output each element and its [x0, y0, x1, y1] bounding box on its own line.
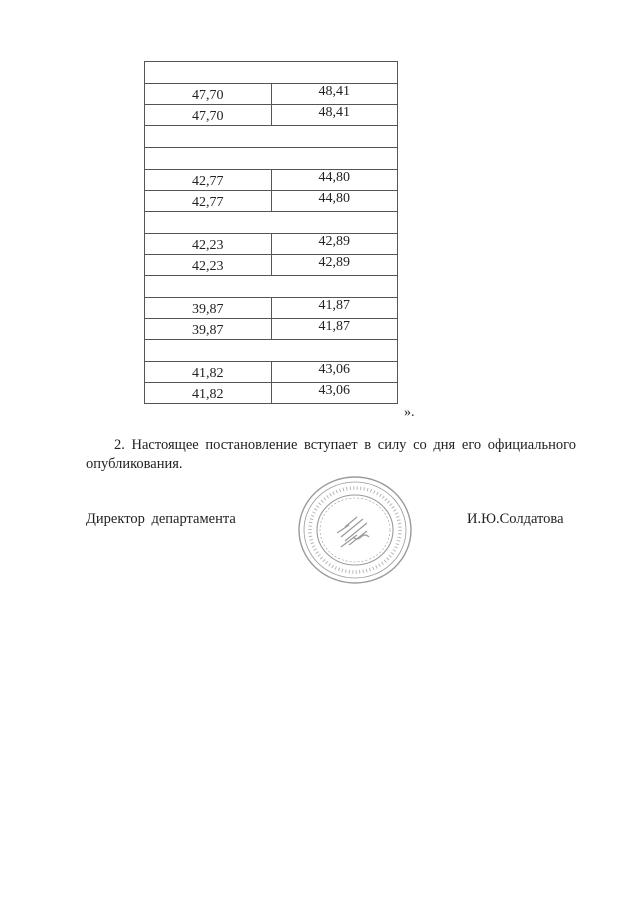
table-row [145, 234, 398, 255]
paragraph-line-2: опубликования. [86, 456, 183, 472]
table-cell-left [145, 105, 272, 126]
table-row [145, 362, 398, 383]
effective-date-paragraph [86, 436, 576, 474]
table-cell-left [145, 383, 272, 404]
table-cell-right [271, 383, 398, 404]
tariff-value: 39,87 [192, 302, 224, 317]
tariff-value: 48,41 [318, 105, 350, 120]
table-cell-left [145, 84, 272, 105]
closing-quote: ». [404, 405, 415, 420]
table-cell-left [145, 191, 272, 212]
table-section-row [145, 340, 398, 362]
table-section-row [145, 276, 398, 298]
tariff-value: 48,41 [318, 84, 350, 99]
tariff-value: 39,87 [192, 323, 224, 338]
tariff-value: 42,23 [192, 238, 224, 253]
table-section-row [145, 148, 398, 170]
tariff-value: 43,06 [318, 383, 350, 398]
tariff-value: 44,80 [318, 191, 350, 206]
table-cell-right [271, 170, 398, 191]
signatory-title: Директор департамента [86, 511, 236, 527]
tariff-value: 43,06 [318, 362, 350, 377]
table-row [145, 84, 398, 105]
table-section-cell [145, 212, 398, 234]
table-cell-right [271, 84, 398, 105]
table-cell-left [145, 362, 272, 383]
table-section-cell [145, 340, 398, 362]
table-cell-right [271, 362, 398, 383]
table-section-cell [145, 148, 398, 170]
round-stamp-icon [297, 475, 413, 585]
table-row [145, 383, 398, 404]
tariff-value: 42,23 [192, 259, 224, 274]
table-section-row [145, 62, 398, 84]
table-cell-right [271, 191, 398, 212]
tariff-value: 47,70 [192, 109, 224, 124]
table-cell-right [271, 319, 398, 340]
table-section-row [145, 126, 398, 148]
table-row [145, 105, 398, 126]
tariff-value: 44,80 [318, 170, 350, 185]
table-cell-left [145, 170, 272, 191]
paragraph-line-1: 2. Настоящее постановление вступает в силу со дня его официального [114, 437, 576, 453]
signatory-name: И.Ю.Солдатова [467, 511, 564, 527]
tariff-table [144, 61, 398, 404]
table-row [145, 319, 398, 340]
table-cell-left [145, 298, 272, 319]
table-row [145, 298, 398, 319]
tariff-value: 42,89 [318, 255, 350, 270]
tariff-value: 41,87 [318, 319, 350, 334]
table-cell-left [145, 319, 272, 340]
table-section-cell [145, 276, 398, 298]
table-cell-right [271, 234, 398, 255]
table-cell-right [271, 105, 398, 126]
tariff-value: 41,82 [192, 366, 224, 381]
table-row [145, 170, 398, 191]
table-cell-right [271, 298, 398, 319]
table-cell-right [271, 255, 398, 276]
table-row [145, 191, 398, 212]
tariff-value: 47,70 [192, 88, 224, 103]
table-cell-left [145, 234, 272, 255]
tariff-value: 41,82 [192, 387, 224, 402]
table-section-cell [145, 126, 398, 148]
tariff-value: 42,77 [192, 174, 224, 189]
table-section-row [145, 212, 398, 234]
tariff-value: 41,87 [318, 298, 350, 313]
table-section-cell [145, 62, 398, 84]
table-row [145, 255, 398, 276]
table-cell-left [145, 255, 272, 276]
tariff-value: 42,77 [192, 195, 224, 210]
tariff-value: 42,89 [318, 234, 350, 249]
